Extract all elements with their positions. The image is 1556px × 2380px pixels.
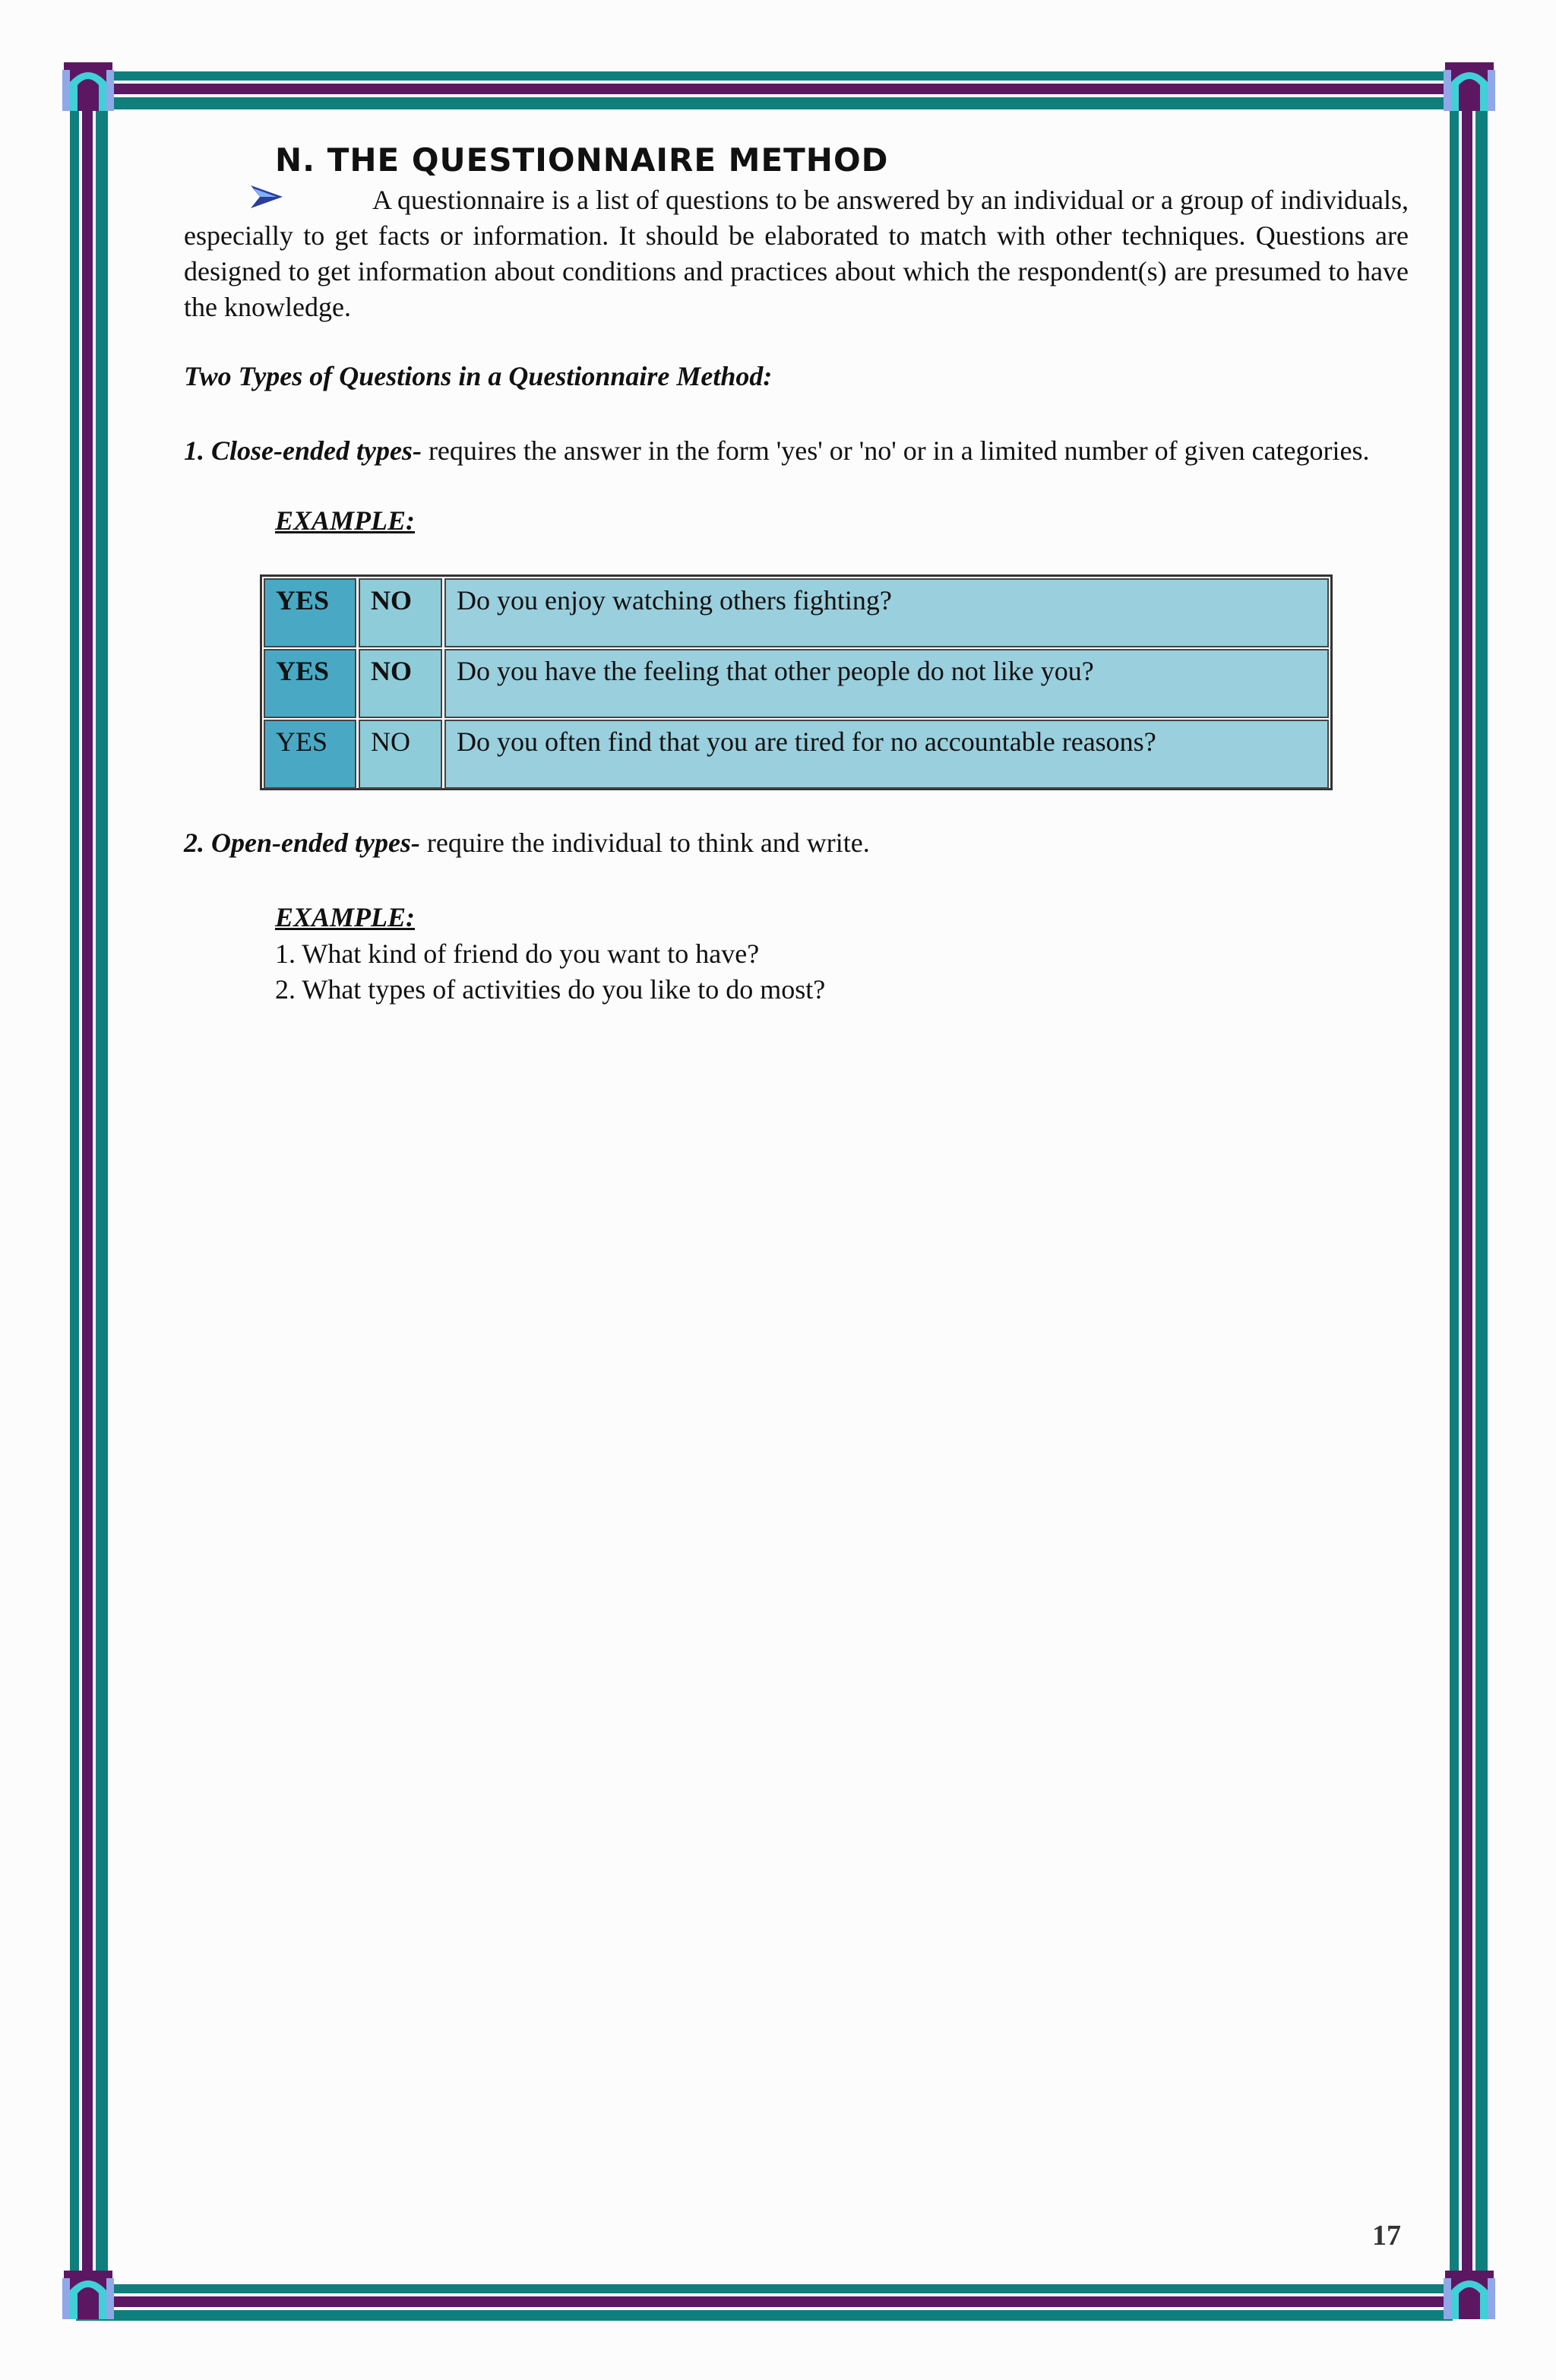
table-row <box>264 649 1329 718</box>
question-cell: Do you often find that you are tired for no accountable reasons? <box>444 720 1329 789</box>
close-ended-text: requires the answer in the form 'yes' or 'no' or in a limited number of given categories. <box>421 435 1370 466</box>
border-bottom <box>76 2284 1453 2321</box>
border-right <box>1450 91 1488 2295</box>
table-row <box>264 720 1329 789</box>
open-ended-text: require the individual to think and write. <box>419 828 870 858</box>
list-item: 1. What kind of friend do you want to have? <box>275 938 760 969</box>
questionnaire-table <box>260 574 1333 790</box>
yes-option: YES <box>264 578 356 647</box>
corner-ornament-icon <box>61 59 115 114</box>
section-heading: N. THE QUESTIONNAIRE METHOD <box>275 141 889 179</box>
corner-ornament-icon <box>1442 2268 1497 2322</box>
no-option: NO <box>359 649 442 718</box>
question-cell: Do you enjoy watching others fighting? <box>444 578 1329 647</box>
intro-paragraph: A questionnaire is a list of questions to be answered by an individual or a group of individuals, especially to get facts or information. It should be elaborated to match with other techniques. Questions are designed to get information about conditions and practices about which the respondent(s) are presumed to have the knowledge. <box>184 185 1409 322</box>
open-ended-paragraph <box>184 825 1409 861</box>
close-ended-paragraph <box>184 433 1409 469</box>
border-top <box>76 71 1453 109</box>
table-row <box>264 578 1329 647</box>
corner-ornament-icon <box>61 2268 115 2322</box>
example-label: EXAMPLE: <box>275 902 416 932</box>
close-ended-label: 1. Close-ended types- <box>184 435 422 466</box>
border-left <box>70 91 108 2295</box>
open-question-list <box>275 936 825 1008</box>
yes-option: YES <box>264 649 356 718</box>
list-item: 2. What types of activities do you like to do most? <box>275 974 826 1005</box>
page-number: 17 <box>1372 2220 1401 2252</box>
example-label: EXAMPLE: <box>275 505 416 536</box>
yes-option: YES <box>264 720 356 789</box>
types-heading: Two Types of Questions in a Questionnaire Method: <box>184 361 773 391</box>
corner-ornament-icon <box>1442 59 1497 114</box>
open-ended-label: 2. Open-ended types- <box>184 828 420 858</box>
question-cell: Do you have the feeling that other people do not like you? <box>444 649 1329 718</box>
no-option: NO <box>359 578 442 647</box>
no-option: NO <box>359 720 442 789</box>
